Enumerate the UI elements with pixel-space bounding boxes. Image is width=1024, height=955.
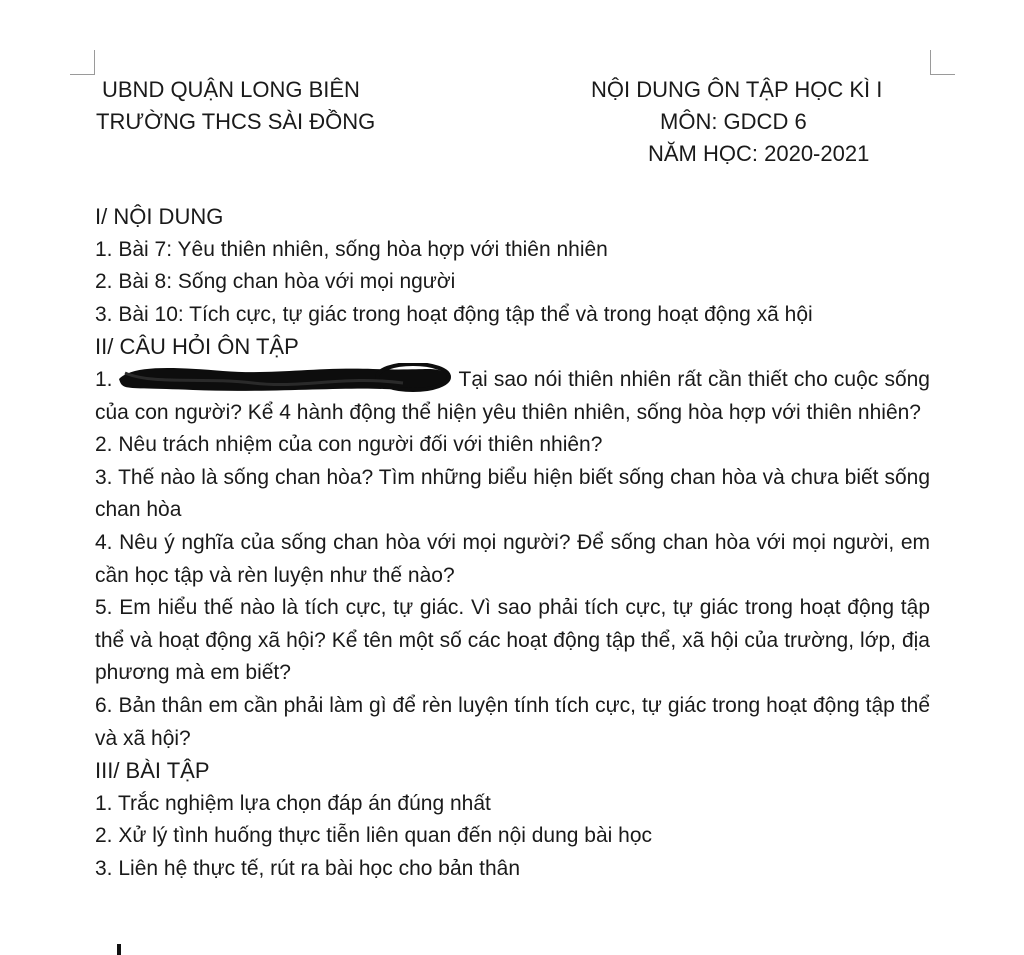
exercise-item: 1. Trắc nghiệm lựa chọn đáp án đúng nhất <box>95 791 491 815</box>
district-name: UBND QUẬN LONG BIÊN <box>102 77 360 102</box>
question-item: 4. Nêu ý nghĩa của sống chan hòa với mọi người? Để sống chan hòa với mọi người, em cần học tập và rèn luyện như thế nào? <box>95 530 930 587</box>
content-item: 2. Bài 8: Sống chan hòa với mọi người <box>95 270 456 294</box>
question-text: Tại sao nói thiên nhiên rất cần thiết cho cuộc sống của con người? Kể 4 hành động thể hiện yêu thiên nhiên, sống hòa hợp với thiên nhiên? <box>95 367 930 424</box>
school-year-label: NĂM HỌC: 2020-2021 <box>648 141 870 166</box>
document-title: NỘI DUNG ÔN TẬP HỌC KÌ I <box>591 77 883 102</box>
scribble-redaction <box>113 363 453 393</box>
document-body <box>95 201 930 885</box>
question-number: 1. <box>95 367 113 391</box>
exercise-item: 3. Liên hệ thực tế, rút ra bài học cho bản thân <box>95 856 521 880</box>
section-heading-content: I/ NỘI DUNG <box>95 204 224 229</box>
question-item-1 <box>95 364 930 429</box>
question-item: 2. Nêu trách nhiệm của con người đối với thiên nhiên? <box>95 433 603 457</box>
content-item: 1. Bài 7: Yêu thiên nhiên, sống hòa hợp với thiên nhiên <box>95 237 608 261</box>
text-cursor <box>117 944 121 955</box>
redacted-region <box>113 365 453 391</box>
section-heading-exercises: III/ BÀI TẬP <box>95 758 210 784</box>
crop-mark-top-left <box>70 50 95 75</box>
content-item: 3. Bài 10: Tích cực, tự giác trong hoạt động tập thể và trong hoạt động xã hội <box>95 302 813 326</box>
question-item: 5. Em hiểu thế nào là tích cực, tự giác. Vì sao phải tích cực, tự giác trong hoạt động tập thể và hoạt động xã hội? Kể tên một số các hoạt động tập thể, xã hội của trường, lớp, địa phương mà em biết? <box>95 596 930 685</box>
question-item: 3. Thế nào là sống chan hòa? Tìm những biểu hiện biết sống chan hòa và chưa biết sống chan hòa <box>95 465 930 522</box>
question-item: 6. Bản thân em cần phải làm gì để rèn luyện tính tích cực, tự giác trong hoạt động tập thể và xã hội? <box>95 693 930 750</box>
section-heading-questions: II/ CÂU HỎI ÔN TẬP <box>95 334 299 360</box>
crop-mark-top-right <box>930 50 955 75</box>
exercise-item: 2. Xử lý tình huống thực tiễn liên quan đến nội dung bài học <box>95 824 653 848</box>
school-name: TRƯỜNG THCS SÀI ĐỒNG <box>96 109 376 134</box>
subject-label: MÔN: GDCD 6 <box>660 109 807 134</box>
